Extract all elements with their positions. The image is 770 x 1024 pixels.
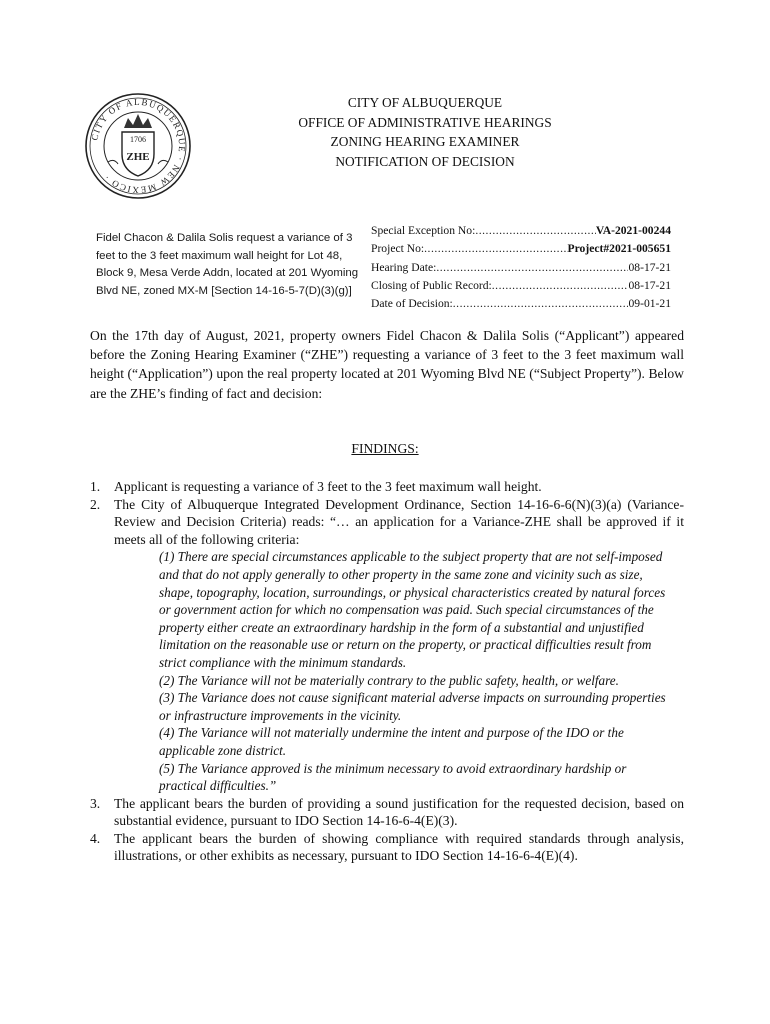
meta-label: Hearing Date:: [371, 260, 437, 274]
meta-row-hearing-date: [371, 259, 671, 277]
crown-icon: [124, 114, 152, 128]
header-notification: NOTIFICATION OF DECISION: [335, 153, 515, 169]
finding-number: 1.: [90, 479, 101, 494]
intro-paragraph: On the 17th day of August, 2021, property owners Fidel Chacon & Dalila Solis (“Applicant”) appeared before the Zoning Hearing Examiner (“ZHE”) requesting a variance of 3 feet to the 3 feet maximum wall height (“Application”) upon the real property located at 201 Wyoming Blvd NE (“Subject Property”). Below are the ZHE’s finding of fact and decision:: [90, 328, 684, 401]
meta-row-decision-date: [371, 295, 671, 313]
case-meta: [371, 222, 671, 313]
meta-label: Date of Decision:: [371, 297, 453, 311]
header-office: OFFICE OF ADMINISTRATIVE HEARINGS: [298, 114, 552, 130]
header-examiner: ZONING HEARING EXAMINER: [330, 134, 520, 149]
seal-year: 1706: [130, 135, 146, 144]
meta-label: Project No:: [371, 242, 425, 256]
meta-label: Special Exception No:: [371, 224, 476, 237]
criterion-1: (1) There are special circumstances applicable to the subject property that are not self-imposed and that do not apply generally to other property in the same zone and vicinity such as size, shape, topography, location, surroundings, or physical characteristics created by natural forces or government action for which no compensation was paid. Such special circumstances of the property either create an extraordinary hardship in the form of a substantial and unjustified limitation on the reasonable use or return on the property, or practical difficulties result from strict compliance with the minimum standards.: [159, 549, 666, 670]
document-header: [230, 93, 620, 171]
criterion-3: (3) The Variance does not cause significant material adverse impacts on surrounding properties or infrastructure improvements in the vicinity.: [159, 690, 666, 723]
finding-text: The applicant bears the burden of showing compliance with required standards through analysis, illustrations, or other exhibits as necessary, pursuant to IDO Section 14-16-6-4(E)(4).: [114, 830, 684, 864]
meta-value: 08-17-21: [628, 278, 671, 292]
findings-heading: FINDINGS:: [351, 441, 419, 456]
meta-row-closing-record: [371, 277, 671, 295]
finding-item: [90, 830, 684, 865]
criterion-4: (4) The Variance will not materially undermine the intent and purpose of the IDO or the applicable zone district.: [159, 725, 624, 758]
criterion-2: (2) The Variance will not be materially contrary to the public safety, health, or welfare.: [159, 672, 619, 688]
meta-value: Project#2021-005651: [567, 242, 671, 256]
city-seal: [84, 92, 192, 200]
finding-text: The applicant bears the burden of providing a sound justification for the requested decision, based on substantial evidence, pursuant to IDO Section 14-16-6-4(E)(3).: [114, 795, 684, 829]
case-caption: Fidel Chacon & Dalila Solis request a variance of 3 feet to the 3 feet maximum wall height for Lot 48, Block 9, Mesa Verde Addn, located at 201 Wyoming Blvd NE, zoned MX-M [Section 14-16-5-7(D)(3)(g)]: [96, 232, 359, 297]
seal-emblem: ZHE: [126, 151, 150, 163]
finding-item: [90, 478, 684, 496]
meta-row-special-exception: [371, 222, 671, 240]
header-city: CITY OF ALBUQUERQUE: [347, 95, 503, 110]
meta-label: Closing of Public Record:: [371, 278, 492, 292]
finding-number: 4.: [90, 830, 101, 846]
meta-row-project: [371, 240, 671, 258]
seal-ring-text: CITY OF ALBUQUERQUE · NEW MEXICO ·: [89, 96, 188, 196]
variance-criteria: [159, 548, 668, 794]
finding-text: The City of Albuquerque Integrated Development Ordinance, Section 14-16-6-6(N)(3)(a) (Variance-Review and Decision Criteria) reads: “… an application for a Variance-ZHE shall be approved if it meets all of the following criteria:: [114, 496, 684, 547]
meta-value: 08-17-21: [628, 260, 671, 274]
finding-text: Applicant is requesting a variance of 3 feet to the 3 feet maximum wall height.: [114, 479, 542, 494]
finding-item: [90, 795, 684, 830]
findings-list: [90, 478, 684, 865]
criterion-5: (5) The Variance approved is the minimum necessary to avoid extraordinary hardship or practical difficulties.”: [159, 760, 627, 794]
finding-number: 3.: [90, 795, 101, 811]
meta-value: VA-2021-00244: [595, 224, 671, 237]
meta-value: 09-01-21: [628, 297, 671, 311]
finding-item: [90, 496, 684, 549]
finding-number: 2.: [90, 496, 101, 512]
